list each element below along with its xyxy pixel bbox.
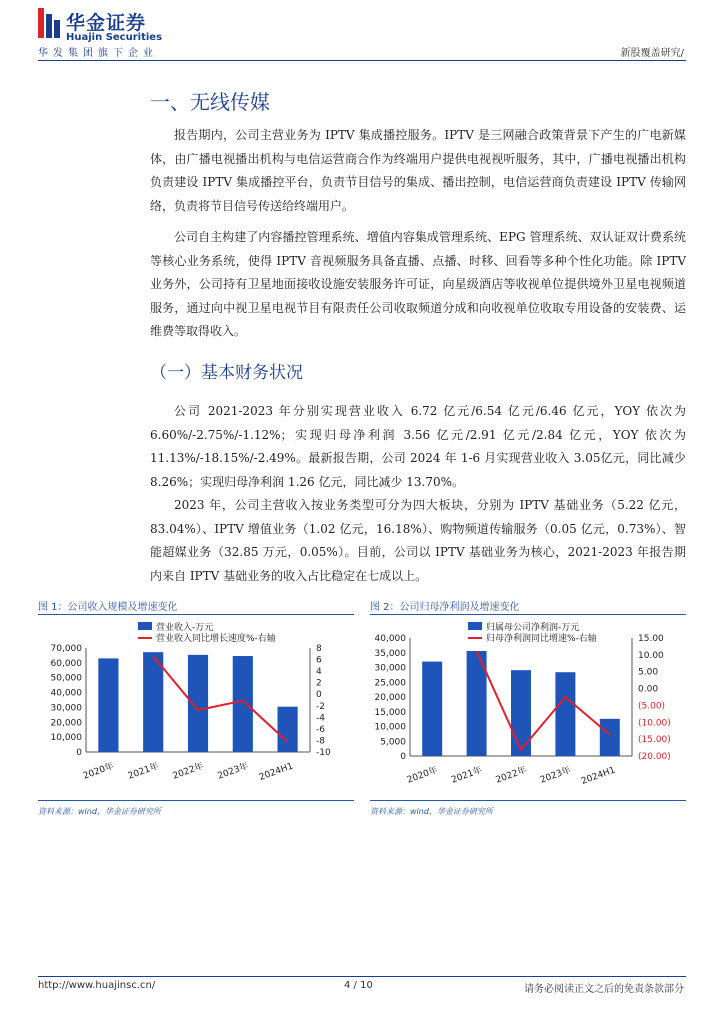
left-axis-tick-label: 30,000 [50,703,82,714]
bar-2024H1 [600,719,620,756]
x-axis-label: 2020年 [405,765,440,786]
left-axis-tick-label: 50,000 [50,673,82,684]
right-axis-tick-label: 4 [316,667,322,678]
right-axis-tick-label: 8 [316,644,322,654]
right-axis-tick-label: 0.00 [638,684,659,695]
left-axis-tick-label: 40,000 [50,688,82,699]
x-axis-label: 2024H1 [257,761,295,783]
legend-line-label: 归母净利润同比增速%-右轴 [486,634,597,644]
left-axis-tick-label: 60,000 [50,658,82,669]
x-axis-label: 2021年 [126,761,161,782]
figure-1-bottom-rule [38,800,354,801]
x-axis-label: 2022年 [171,761,206,782]
right-axis-tick-label: -10 [316,748,331,758]
left-axis-tick-label: 15,000 [374,707,406,718]
bar-2021年 [143,652,163,752]
figure-1-rule [38,614,354,615]
right-axis-tick-label: (5.00) [638,701,666,712]
x-axis-label: 2024H1 [580,765,617,787]
legend-bar-label: 归属母公司净利润-万元 [486,623,580,633]
figure-2-source: 资料来源：wind，华金证券研究所 [370,807,493,816]
left-axis-tick-label: 0 [400,752,406,762]
figure-1-source: 资料来源：wind，华金证券研究所 [38,807,161,816]
right-axis-tick-label: -6 [316,724,325,735]
legend-line-label: 营业收入同比增长速度%-右轴 [156,634,276,644]
right-axis-tick-label: 6 [316,655,322,666]
right-axis-tick-label: 10.00 [638,650,664,661]
figure-2-chart [370,616,686,800]
right-axis-tick-label: 2 [316,678,322,689]
bar-2022年 [188,655,208,752]
legend-bar-swatch [468,622,482,630]
bar-2024H1 [278,707,298,752]
section-heading-financials: （一）基本财务状况 [150,363,303,383]
paragraph-core-systems: 公司自主构建了内容播控管理系统、增值内容集成管理系统、EPG 管理系统、双认证双计费系统等核心业务系统，使得 IPTV 音视频服务具备直播、点播、时移、回看等多种个性化功能。除 IPTV 业务外，公司持有卫星地面接收设施安装服务许可证，向星级酒店等收视单位提供境外卫星电视频道服务，通过向中视卫星电视节目有限责任公司收取频道分成和向收视单位收取专用设备的安装费、运维费等取得收入。 [150,230,686,338]
header-divider [38,60,686,61]
left-axis-tick-label: 10,000 [50,733,82,744]
left-axis-tick-label: 25,000 [374,678,406,689]
company-name: 华金证券 [66,12,147,34]
company-tagline: 华发集团旗下企业 [38,48,158,59]
bar-2023年 [233,656,253,752]
section-heading-wireless-media: 一、无线传媒 [150,90,270,114]
company-name-en: Huajin Securities [66,32,163,43]
x-axis-label: 2022年 [494,765,529,786]
growth-line [477,651,610,750]
bar-2020年 [98,658,118,752]
right-axis-tick-label: 5.00 [638,667,659,678]
right-axis-tick-label: -4 [316,713,325,724]
x-axis-label: 2021年 [450,765,484,786]
left-axis-tick-label: 5,000 [380,737,406,748]
right-axis-tick-label: (10.00) [638,718,671,729]
bar-2020年 [422,662,442,756]
figure-1-title: 图 1：公司收入规模及增速变化 [38,602,178,613]
right-axis-tick-label: -2 [316,701,325,712]
legend-bar-label: 营业收入-万元 [156,623,214,633]
x-axis-label: 2023年 [539,765,573,786]
left-axis-tick-label: 40,000 [374,634,406,644]
footer-url-link[interactable]: http://www.huajinsc.cn/ [38,980,156,991]
paragraph-financial-results: 公司 2021-2023 年分别实现营业收入 6.72 亿元/6.54 亿元/6.46 亿元，YOY 依次为 6.60%/-2.75%/-1.12%；实现归母净利润 3.56 亿元/2.91 亿元/2.84 亿元，YOY 依次为 11.13%/-18.15%/-2.49%。最新报告期，公司 2024 年 1-6 月实现营业收入 3.05亿元，同比减少 8.26%；实现归母净利润 1.26 亿元，同比减少 13.70%。 [150,404,686,489]
footer-divider [38,976,686,977]
bar-2023年 [555,672,575,756]
right-axis-tick-label: (15.00) [638,735,671,746]
left-axis-tick-label: 30,000 [374,663,406,674]
company-logo-icon [38,8,60,38]
figure-2-bottom-rule [370,800,686,801]
left-axis-tick-label: 0 [76,748,82,758]
left-axis-tick-label: 35,000 [374,648,406,659]
right-axis-tick-label: 0 [316,690,322,701]
figure-1-chart [38,616,354,800]
paragraph-business-overview: 报告期内，公司主营业务为 IPTV 集成播控服务。IPTV 是三网融合政策背景下产生的广电新媒体，由广播电视播出机构与电信运营商合作为终端用户提供电视视听服务，其中，广播电视播出机构负责建设 IPTV 集成播控平台，负责节目信号的集成、播出控制，电信运营商负责建设 IPTV 传输网络，负责将节目信号传送给终端用户。 [150,128,686,213]
right-axis-tick-label: 15.00 [638,634,664,644]
paragraph-revenue-breakdown: 2023 年，公司主营收入按业务类型可分为四大板块，分别为 IPTV 基础业务（5.22 亿元，83.04%）、IPTV 增值业务（1.02 亿元，16.18%）、购物频道传输服务（0.05 亿元，0.73%）、智能超媒业务（32.85 万元，0.05%）。目前，公司以 IPTV 基础业务为核心，2021-2023 年报告期内来自 IPTV 基础业务的收入占比稳定在七成以上。 [150,498,686,583]
growth-line [153,656,287,742]
page-number: 4 / 10 [344,980,373,991]
report-type: 新股覆盖研究/ [620,48,684,59]
left-axis-tick-label: 20,000 [50,718,82,729]
right-axis-tick-label: (20.00) [638,752,671,762]
x-axis-label: 2020年 [82,761,116,782]
x-axis-label: 2023年 [216,761,250,782]
left-axis-tick-label: 70,000 [50,644,82,654]
legend-bar-swatch [138,622,152,630]
footer-disclaimer: 请务必阅读正文之后的免责条款部分 [524,984,684,995]
right-axis-tick-label: -8 [316,736,325,747]
figure-2-rule [370,614,686,615]
bar-2022年 [511,670,531,756]
figure-2-title: 图 2：公司归母净利润及增速变化 [370,602,520,613]
left-axis-tick-label: 20,000 [374,693,406,703]
left-axis-tick-label: 10,000 [374,722,406,733]
